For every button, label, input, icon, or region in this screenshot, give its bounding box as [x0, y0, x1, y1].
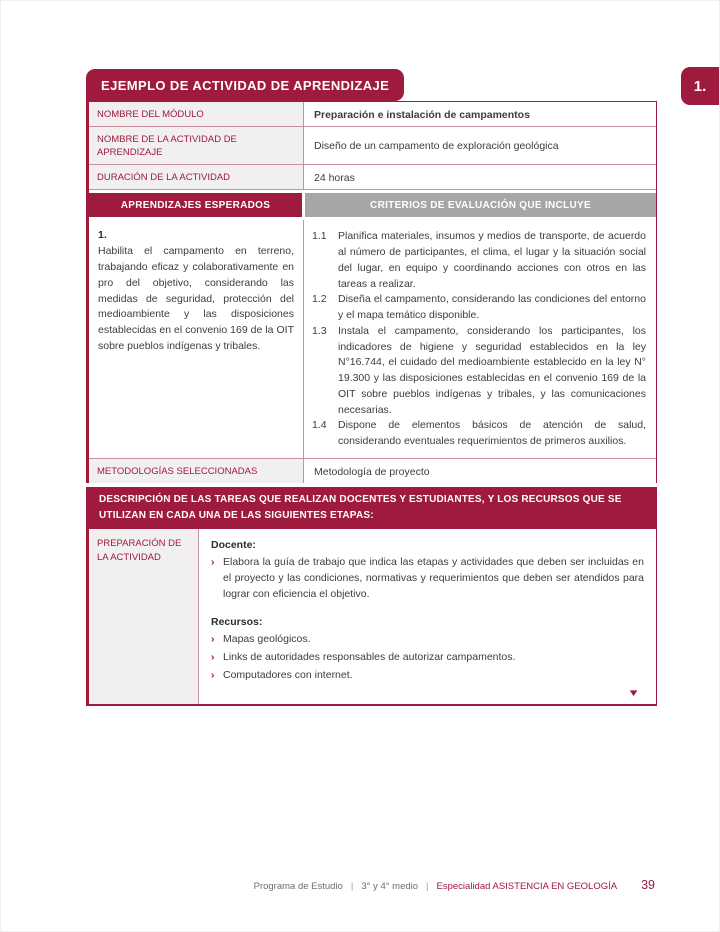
section-number-badge: 1.	[681, 67, 719, 105]
page-footer	[254, 878, 655, 892]
preparation-stage-content	[199, 529, 656, 704]
chevron-bullet-icon: ›	[211, 633, 215, 646]
recursos-list	[211, 632, 644, 683]
footer-separator: |	[426, 881, 429, 892]
docente-task-item	[211, 555, 644, 602]
expected-learning-text: Habilita el campamento en terreno, trabajando eficaz y colaborativamente en pro del objetivo, considerando las medidas de seguridad, protección del medioambiente y las disposiciones establecidas en el convenio 169 de la OIT sobre pueblos indígenas y tribales.	[98, 245, 294, 352]
criterion-text: Instala el campamento, considerando los participantes, los indicadores de higiene y seguridad establecidos en la ley N°16.744, el cuidado del medioambiente establecido en la ley N° 19.300 y las disposiciones establecidas en el convenio 169 de la OIT sobre pueblos indígenas y tribales, y las comunicaciones necesarias.	[338, 324, 646, 416]
learning-table-header-row	[89, 190, 656, 220]
duration-label: DURACIÓN DE LA ACTIVIDAD	[89, 165, 304, 189]
chevron-bullet-icon: ›	[211, 668, 215, 681]
learning-table-body-row	[89, 220, 656, 459]
chevron-bullet-icon: ›	[211, 556, 215, 569]
table-row-methodology	[89, 459, 656, 483]
criterion-item	[312, 292, 646, 324]
table-row-preparation	[89, 529, 656, 704]
recurso-item	[211, 650, 644, 666]
table-continuation-row	[211, 686, 644, 700]
page-title: EJEMPLO DE ACTIVIDAD DE APRENDIZAJE	[86, 69, 404, 101]
table-row-module	[89, 102, 656, 127]
criterion-text: Diseña el campamento, considerando las condiciones del entorno y el mapa temático disponible.	[338, 293, 646, 322]
criterion-number: 1.2	[312, 293, 327, 306]
table-row-activity-name	[89, 127, 656, 165]
module-name-value: Preparación e instalación de campamentos	[314, 108, 530, 121]
criterion-item	[312, 418, 646, 450]
continues-next-page-arrow-icon: ▼	[627, 686, 640, 698]
methodology-label: METODOLOGÍAS SELECCIONADAS	[89, 459, 304, 483]
criterion-number: 1.1	[312, 230, 327, 243]
table-row-duration	[89, 165, 656, 190]
activity-example-block	[86, 69, 657, 706]
criterion-text: Planifica materiales, insumos y medios de transporte, de acuerdo al número de participantes, el clima, el lugar y la situación social del lugar, en equipo y coordinando acciones con otros en las tareas a realizar.	[338, 230, 646, 290]
expected-learnings-header: APRENDIZAJES ESPERADOS	[89, 193, 302, 217]
page-number: 39	[641, 878, 655, 892]
footer-specialty-text: Especialidad ASISTENCIA EN GEOLOGÍA	[436, 881, 618, 892]
duration-value: 24 horas	[314, 171, 355, 184]
activity-name-value: Diseño de un campamento de exploración geológica	[314, 140, 559, 153]
recurso-text: Links de autoridades responsables de autorizar campamentos.	[223, 651, 516, 664]
recursos-heading: Recursos:	[211, 616, 263, 629]
tasks-description-band: DESCRIPCIÓN DE LAS TAREAS QUE REALIZAN DOCENTES Y ESTUDIANTES, Y LOS RECURSOS QUE SE UTILIZAN EN CADA UNA DE LAS SIGUIENTES ETAPAS:	[89, 487, 656, 529]
recurso-item	[211, 632, 644, 648]
recursos-block	[211, 614, 644, 685]
recurso-item	[211, 668, 644, 684]
footer-grade-text: 3° y 4° medio	[361, 881, 419, 892]
criterion-number: 1.3	[312, 324, 327, 337]
docente-task-list	[211, 555, 644, 604]
preparation-stage-label: PREPARACIÓN DE LA ACTIVIDAD	[89, 529, 199, 704]
criterion-item	[312, 324, 646, 419]
expected-learning-cell	[89, 220, 304, 458]
recurso-text: Mapas geológicos.	[223, 633, 311, 646]
footer-separator: |	[350, 881, 354, 892]
activity-table	[86, 101, 657, 706]
recurso-text: Computadores con internet.	[223, 668, 353, 681]
activity-name-label: NOMBRE DE LA ACTIVIDAD DE APRENDIZAJE	[89, 127, 304, 164]
expected-learning-number: 1.	[98, 229, 107, 242]
criterion-text: Dispone de elementos básicos de atención de salud, considerando eventuales requerimientos de primeros auxilios.	[338, 419, 646, 448]
criterion-number: 1.4	[312, 419, 327, 432]
docente-heading: Docente:	[211, 539, 256, 552]
chevron-bullet-icon: ›	[211, 651, 215, 664]
criterion-item	[312, 229, 646, 292]
docente-task-text: Elabora la guía de trabajo que indica las etapas y actividades que deben ser incluidas en el proyecto y las condiciones, normativas y requerimientos que deben ser atendidos para lograr con eficiencia el objetivo.	[223, 556, 644, 600]
footer-program-text: Programa de Estudio	[253, 881, 343, 892]
methodology-value: Metodología de proyecto	[314, 465, 430, 478]
evaluation-criteria-cell	[304, 220, 656, 458]
evaluation-criteria-header: CRITERIOS DE EVALUACIÓN QUE INCLUYE	[305, 193, 656, 217]
module-name-label: NOMBRE DEL MÓDULO	[89, 102, 304, 126]
